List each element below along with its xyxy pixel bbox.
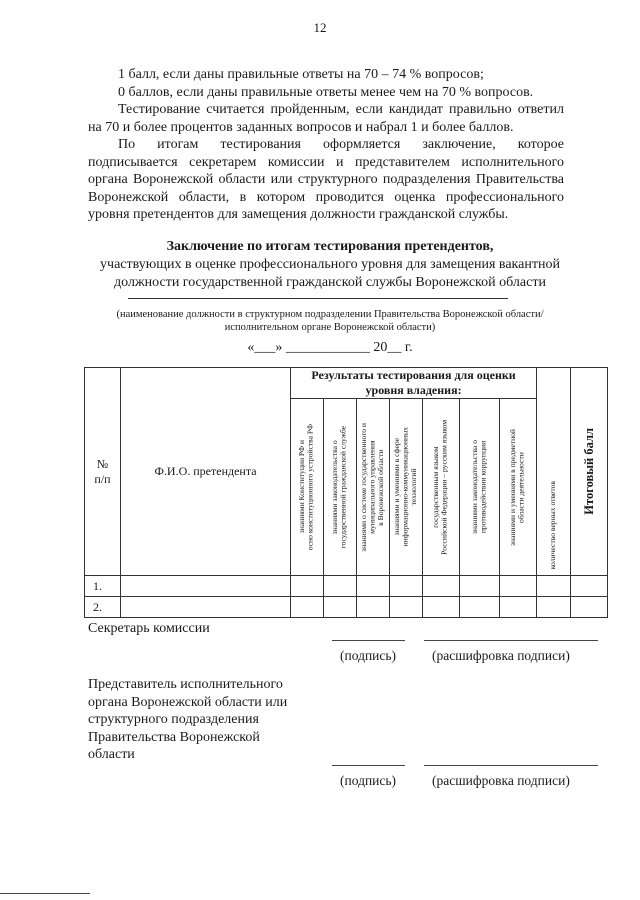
representative-label: Представитель исполнительного органа Воронежской области или структурного подразделения Правительства Воронежской области — [88, 677, 288, 762]
paragraph-conclusion: По итогам тестирования оформляется заключение, которое подписывается секретарем комиссии и представителем исполнительного органа Воронежской области или структурного подразделения Правительства Воронежской области, в котором проводится оценка профессионального уровня претендентов для замещения должности гражданской службы. — [88, 137, 564, 222]
header-results: Результаты тестирования для оценки уровня владения: — [291, 368, 537, 399]
paragraph-score-0: 0 баллов, если даны правильные ответы менее чем на 70 % вопросов. — [118, 84, 534, 100]
secretary-signature-line[interactable] — [332, 640, 405, 641]
body-text — [88, 66, 564, 224]
secretary-signature-caption: (подпись) — [340, 648, 397, 663]
position-note-line-2: исполнительном органе Воронежской области) — [224, 322, 436, 333]
table-row — [85, 576, 608, 597]
header-total-score: Итоговый балл — [571, 368, 608, 576]
position-note-line-1: (наименование должности в структурном подразделении Правительства Воронежской области/ — [116, 309, 544, 320]
table-row — [85, 597, 608, 618]
paragraph-score-1: 1 балл, если даны правильные ответы на 70 – 74 % вопросов; — [118, 67, 484, 82]
header-knowledge-russian: государственным языком Российской Федерации – русским языком — [423, 399, 460, 576]
title-bold-line: Заключение по итогам тестирования претендентов, — [166, 239, 494, 254]
header-number: № п/п — [85, 368, 121, 576]
representative-decipher-line[interactable] — [424, 765, 598, 766]
footnote-divider — [0, 893, 90, 894]
conclusion-title — [60, 238, 600, 292]
secretary-decipher-caption: (расшифровка подписи) — [432, 648, 570, 663]
position-blank-line — [128, 298, 508, 299]
title-line-2: участвующих в оценке профессионального уровня для замещения вакантной — [100, 257, 560, 272]
position-note — [80, 308, 580, 334]
row-number: 1. — [85, 576, 121, 597]
representative-signature-caption: (подпись) — [340, 773, 397, 788]
header-knowledge-governance: знаниями о системе государственного и муниципального управления в Воронежской области — [357, 399, 390, 576]
results-table — [84, 367, 608, 618]
header-knowledge-anticorruption: знаниями законодательства о противодействии коррупции — [460, 399, 500, 576]
secretary-label: Секретарь комиссии — [88, 621, 210, 636]
row-fio-cell[interactable] — [121, 597, 291, 618]
title-line-3: должности государственной гражданской службы Воронежской области — [114, 275, 546, 290]
row-number: 2. — [85, 597, 121, 618]
page-number: 12 — [313, 20, 327, 35]
header-fio: Ф.И.О. претендента — [121, 368, 291, 576]
date-line: «___» ____________ 20__ г. — [247, 340, 413, 355]
header-knowledge-ict: знаниями и умениями в сфере информационно-коммуникационных технологий — [390, 399, 423, 576]
header-correct-answers: количество верных ответов — [537, 368, 571, 576]
representative-decipher-caption: (расшифровка подписи) — [432, 773, 570, 788]
row-fio-cell[interactable] — [121, 576, 291, 597]
representative-signature-line[interactable] — [332, 765, 405, 766]
secretary-decipher-line[interactable] — [424, 640, 598, 641]
header-knowledge-constitution: знаниями Конституции РФ и осно конституционного устройства РФ — [291, 399, 324, 576]
header-knowledge-civil-service: знаниями законодательства о государственной гражданской службе — [324, 399, 357, 576]
header-knowledge-subject-area: знаниями и умениями в предметной области деятельности — [500, 399, 537, 576]
paragraph-test-passed: Тестирование считается пройденным, если кандидат правильно ответил на 70 и более процентов заданных вопросов и набрал 1 и более баллов. — [88, 102, 564, 135]
